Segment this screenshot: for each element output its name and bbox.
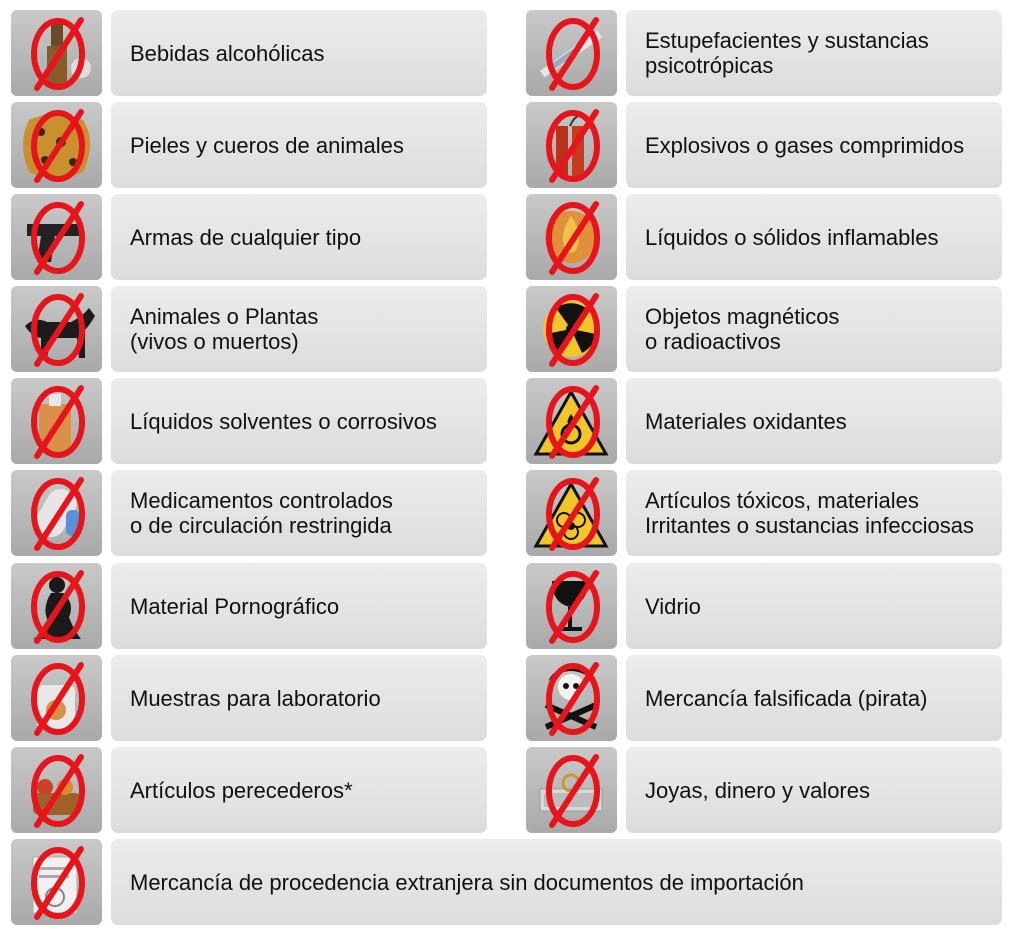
item-label <box>626 102 1002 188</box>
item-label-text: Artículos perecederos* <box>130 777 353 803</box>
prohibited-item <box>11 194 487 280</box>
item-label-text: Animales o Plantas (vivos o muertos) <box>130 304 319 354</box>
gun-icon <box>11 194 102 280</box>
silhouette-icon <box>11 563 102 649</box>
item-label-text: Artículos tóxicos, materiales Irritantes o sustancias infecciosas <box>645 488 974 538</box>
item-label <box>626 655 1002 741</box>
item-row <box>0 563 1013 649</box>
medicine-icon <box>11 470 102 556</box>
prohibited-item <box>526 655 1002 741</box>
animal-skin-icon <box>11 102 102 188</box>
item-label <box>111 378 487 464</box>
prohibited-item <box>11 102 487 188</box>
item-row <box>0 286 1013 372</box>
prohibited-item <box>526 378 1002 464</box>
prohibited-item <box>11 286 487 372</box>
item-label <box>111 655 487 741</box>
item-label-text: Líquidos solventes o corrosivos <box>130 408 437 434</box>
item-label <box>111 839 1002 925</box>
item-label-text: Muestras para laboratorio <box>130 685 381 711</box>
solvent-icon <box>11 378 102 464</box>
item-label <box>626 747 1002 833</box>
prohibited-item <box>526 747 1002 833</box>
item-row <box>0 655 1013 741</box>
item-label-text: Materiales oxidantes <box>645 408 847 434</box>
perishable-icon <box>11 747 102 833</box>
biohazard-icon <box>526 470 617 556</box>
item-label-text: Objetos magnéticos o radioactivos <box>645 304 840 354</box>
item-row <box>0 839 1013 925</box>
prohibited-item <box>11 747 487 833</box>
radioactive-icon <box>526 286 617 372</box>
item-row <box>0 747 1013 833</box>
item-label-text: Joyas, dinero y valores <box>645 777 870 803</box>
item-row <box>0 102 1013 188</box>
prohibited-item <box>526 470 1002 556</box>
flammable-icon <box>526 194 617 280</box>
item-label-text: Explosivos o gases comprimidos <box>645 132 965 158</box>
lab-sample-icon <box>11 655 102 741</box>
oxidizer-icon <box>526 378 617 464</box>
item-label <box>111 747 487 833</box>
prohibited-item <box>526 286 1002 372</box>
prohibited-item <box>11 10 487 96</box>
item-label-text: Mercancía falsificada (pirata) <box>645 685 928 711</box>
item-label <box>111 470 487 556</box>
item-label-text: Pieles y cueros de animales <box>130 132 404 158</box>
prohibited-item <box>526 102 1002 188</box>
prohibited-item <box>11 839 1002 925</box>
item-label-text: Armas de cualquier tipo <box>130 224 362 250</box>
item-row <box>0 378 1013 464</box>
item-label <box>626 563 1002 649</box>
item-label <box>111 563 487 649</box>
item-label <box>626 470 1002 556</box>
item-label-text: Líquidos o sólidos inflamables <box>645 224 939 250</box>
item-row <box>0 194 1013 280</box>
pirate-icon <box>526 655 617 741</box>
prohibited-item <box>526 194 1002 280</box>
item-label <box>111 194 487 280</box>
item-label <box>111 10 487 96</box>
explosive-icon <box>526 102 617 188</box>
item-label-text: Material Pornográfico <box>130 593 340 619</box>
item-label <box>626 286 1002 372</box>
prohibited-item <box>11 655 487 741</box>
prohibited-item <box>11 563 487 649</box>
item-row <box>0 470 1013 556</box>
fragile-glass-icon <box>526 563 617 649</box>
prohibited-item <box>11 378 487 464</box>
syringe-icon <box>526 10 617 96</box>
item-label-text: Bebidas alcohólicas <box>130 40 325 66</box>
item-label <box>626 10 1002 96</box>
item-label-text: Mercancía de procedencia extranjera sin documentos de importación <box>130 869 804 895</box>
jewelry-icon <box>526 747 617 833</box>
item-label <box>626 194 1002 280</box>
item-label <box>111 286 487 372</box>
prohibited-item <box>526 563 1002 649</box>
item-label <box>626 378 1002 464</box>
documents-icon <box>11 839 102 925</box>
item-label-text: Estupefacientes y sustancias psicotrópicas <box>645 28 929 78</box>
item-label <box>111 102 487 188</box>
dog-icon <box>11 286 102 372</box>
prohibited-item <box>11 470 487 556</box>
item-label-text: Vidrio <box>645 593 701 619</box>
item-row <box>0 10 1013 96</box>
alcohol-icon <box>11 10 102 96</box>
item-label-text: Medicamentos controlados o de circulación restringida <box>130 488 393 538</box>
prohibited-item <box>526 10 1002 96</box>
